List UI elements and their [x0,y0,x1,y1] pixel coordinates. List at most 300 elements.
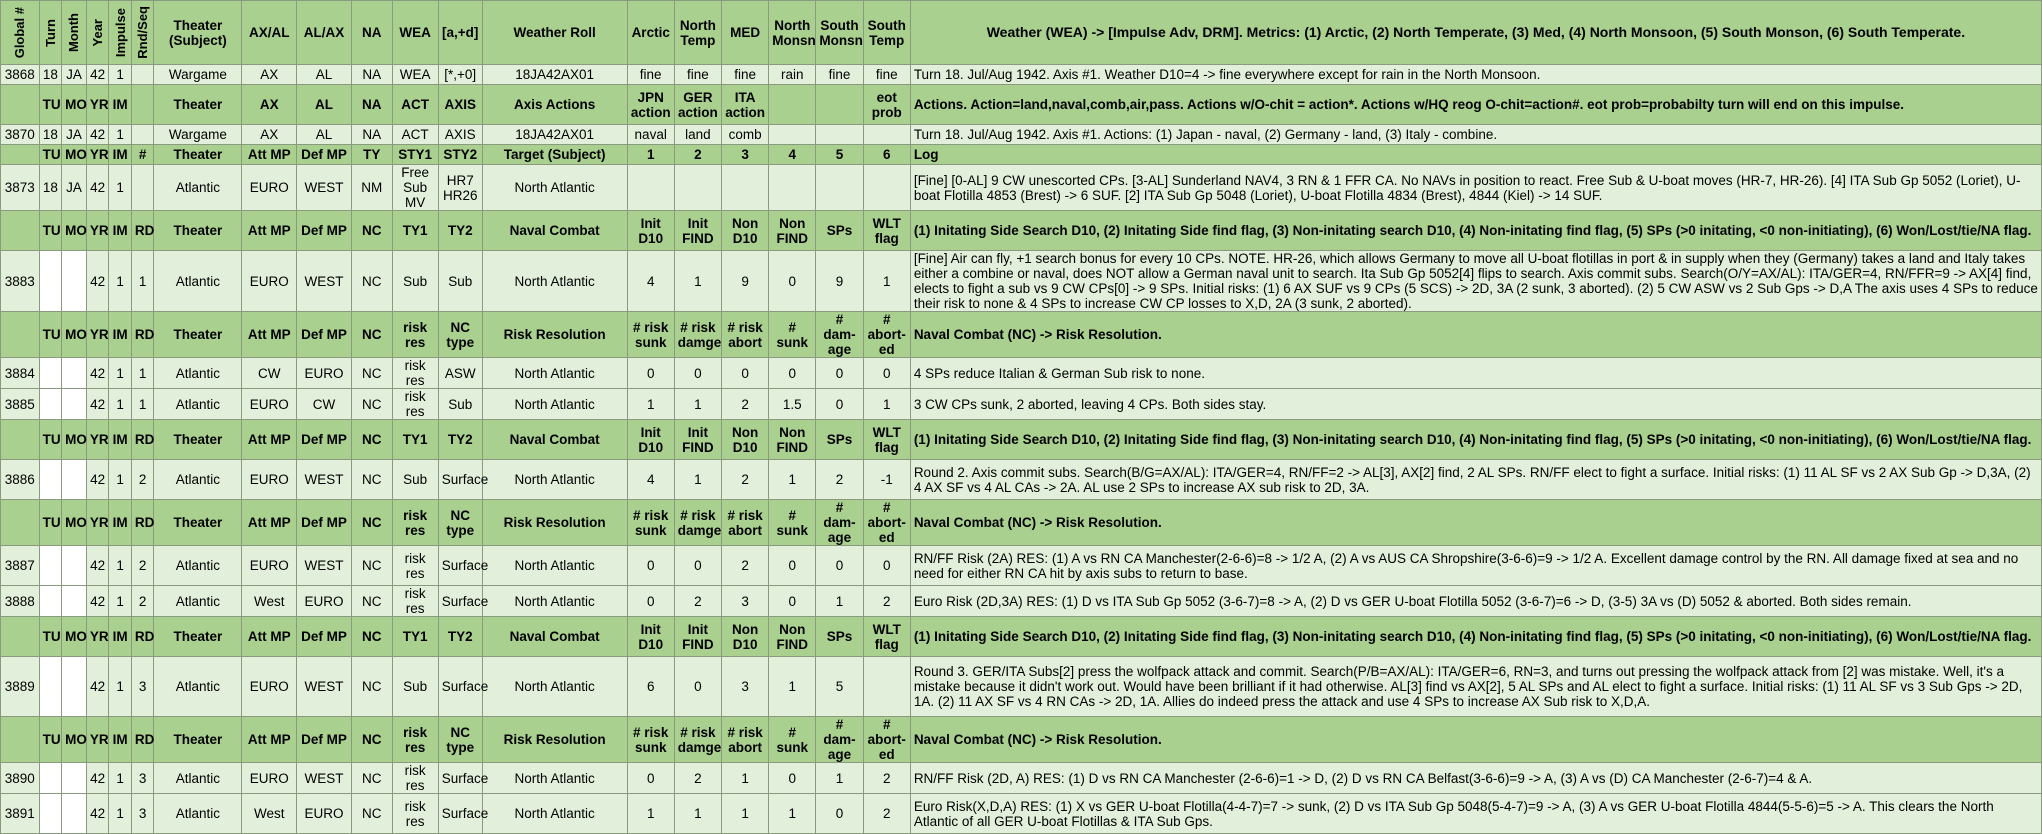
cell[interactable] [62,389,87,420]
log-cell[interactable]: Naval Combat (NC) -> Risk Resolution. [910,500,2041,546]
cell[interactable]: Sub [438,389,482,420]
cell[interactable]: WEST [297,251,352,312]
cell[interactable]: 42 [86,763,109,794]
cell[interactable]: 1 [674,389,721,420]
cell[interactable]: 2 [674,586,721,617]
cell[interactable]: 1 [674,251,721,312]
cell[interactable]: Theater [154,617,242,657]
cell[interactable]: risk res [392,389,438,420]
cell[interactable]: # abort- ed [863,312,910,358]
cell[interactable] [39,460,62,500]
cell[interactable]: CW [297,389,352,420]
cell[interactable]: Sub [392,657,438,717]
cell[interactable] [769,85,816,125]
cell[interactable]: # risk damge [674,500,721,546]
header-cell[interactable]: Turn [39,1,62,65]
cell[interactable]: Init D10 [627,420,674,460]
cell[interactable]: WLT flag [863,211,910,251]
cell[interactable]: land [674,125,721,145]
cell[interactable]: 5 [816,657,863,717]
cell[interactable]: TU [39,500,62,546]
cell[interactable]: 1 [109,65,132,85]
cell[interactable]: North Atlantic [482,251,627,312]
cell[interactable]: North Atlantic [482,460,627,500]
cell[interactable]: 3 [131,657,154,717]
cell[interactable]: 1 [109,460,132,500]
cell[interactable]: Axis Actions [482,85,627,125]
cell[interactable]: RD [131,717,154,763]
cell[interactable]: MO [62,617,87,657]
cell[interactable] [62,763,87,794]
cell[interactable]: 0 [674,358,721,389]
cell[interactable]: MO [62,145,87,165]
cell[interactable]: NC [351,763,392,794]
cell[interactable]: NC [351,794,392,834]
cell[interactable]: YR [86,717,109,763]
cell[interactable]: Naval Combat [482,211,627,251]
cell[interactable]: TY1 [392,420,438,460]
cell[interactable]: EURO [242,165,297,211]
cell[interactable]: 18JA42AX01 [482,65,627,85]
cell[interactable]: YR [86,312,109,358]
cell[interactable]: # abort- ed [863,717,910,763]
cell[interactable]: risk res [392,546,438,586]
cell[interactable]: NC [351,586,392,617]
cell[interactable]: risk res [392,717,438,763]
cell[interactable] [863,125,910,145]
cell[interactable]: 0 [627,358,674,389]
cell[interactable]: TY2 [438,617,482,657]
cell[interactable]: AL [297,65,352,85]
cell[interactable]: NC type [438,717,482,763]
cell[interactable]: YR [86,145,109,165]
cell[interactable]: Surface [438,546,482,586]
cell[interactable]: # risk sunk [627,717,674,763]
cell[interactable]: Init D10 [627,211,674,251]
cell[interactable]: 2 [816,460,863,500]
cell[interactable]: risk res [392,358,438,389]
cell[interactable]: WEA [392,65,438,85]
cell[interactable]: Def MP [297,420,352,460]
cell[interactable]: Att MP [242,312,297,358]
cell[interactable]: JPN action [627,85,674,125]
cell[interactable]: ACT [392,125,438,145]
cell[interactable]: # risk abort [722,312,769,358]
cell[interactable]: Init D10 [627,617,674,657]
log-cell[interactable]: RN/FF Risk (2A) RES: (1) A vs RN CA Manchester(2-6-6)=8 -> 1/2 A, (2) A vs AUS CA Shropshire(3-6-6)=9 -> 1/2 A. Excellent damage control by the RN. All damage fixed at sea and no need for either RN CA hit by axis subs to return to base. [910,546,2041,586]
header-cell[interactable]: MED [722,1,769,65]
cell[interactable]: JA [62,65,87,85]
cell[interactable]: 0 [816,389,863,420]
cell[interactable]: 42 [86,125,109,145]
cell[interactable]: 1 [722,794,769,834]
cell[interactable]: Att MP [242,500,297,546]
cell[interactable]: EURO [242,546,297,586]
cell[interactable]: ASW [438,358,482,389]
cell[interactable]: Risk Resolution [482,500,627,546]
cell[interactable]: 42 [86,586,109,617]
cell[interactable]: SPs [816,211,863,251]
cell[interactable]: TY1 [392,617,438,657]
header-cell[interactable]: Impulse [109,1,132,65]
cell[interactable]: 3890 [1,763,40,794]
cell[interactable]: MO [62,420,87,460]
cell[interactable] [1,85,40,125]
header-cell[interactable]: Arctic [627,1,674,65]
cell[interactable]: risk res [392,763,438,794]
cell[interactable] [39,546,62,586]
cell[interactable]: 3870 [1,125,40,145]
cell[interactable]: 3888 [1,586,40,617]
cell[interactable]: risk res [392,500,438,546]
log-cell[interactable]: [Fine] Air can fly, +1 search bonus for every 10 CPs. NOTE. HR-26, which allows Germany to move all U-boat flotillas in port & in supply when they (Germany) takes a land and Italy takes either a combine or naval, does NOT allow a German naval unit to search. Ita Sub Gp 5052[4] flips to search. Axis commit subs. Search(O/Y=AX/AL): ITA/GER=4, RN/FFR=9 -> AX[4] find, elects to fight a sub vs 9 CW CPs[0] -> 9 SPs. Initial risks: (1) 6 AX SUF vs 9 CPs (5 SCS) -> 2D, 3A (2 sunk, 3 aborted). (2) 5 CW ASW vs 2 Sub Gps -> D,A The axis uses 4 SPs to reduce their risk to none & 4 SPs to increase CW CP losses to X,D, 2A (3 sunk, 2 aborted). [910,251,2041,312]
log-cell[interactable]: (1) Initating Side Search D10, (2) Initating Side find flag, (3) Non-initating search D10, (4) Non-initating find flag, (5) SPs (>0 initating, <0 non-initiating), (6) Won/Lost/tie/NA flag. [910,211,2041,251]
header-cell[interactable]: North Monsn [769,1,816,65]
header-cell[interactable]: Rnd/Seq [131,1,154,65]
cell[interactable] [1,617,40,657]
cell[interactable]: 1 [109,546,132,586]
cell[interactable]: TU [39,211,62,251]
cell[interactable]: NC [351,500,392,546]
cell[interactable]: 42 [86,358,109,389]
cell[interactable]: # risk damge [674,312,721,358]
cell[interactable]: 3 [722,586,769,617]
cell[interactable]: NA [351,125,392,145]
cell[interactable]: NC [351,460,392,500]
cell[interactable]: 3883 [1,251,40,312]
cell[interactable] [1,211,40,251]
cell[interactable]: North Atlantic [482,586,627,617]
cell[interactable]: Risk Resolution [482,312,627,358]
cell[interactable]: 1 [769,794,816,834]
header-cell[interactable]: Year [86,1,109,65]
cell[interactable]: WEST [297,460,352,500]
cell[interactable]: Non FIND [769,617,816,657]
cell[interactable]: North Atlantic [482,546,627,586]
cell[interactable]: GER action [674,85,721,125]
log-cell[interactable]: (1) Initating Side Search D10, (2) Initating Side find flag, (3) Non-initating search D10, (4) Non-initating find flag, (5) SPs (>0 initating, <0 non-initiating), (6) Won/Lost/tie/NA flag. [910,617,2041,657]
cell[interactable]: NA [351,65,392,85]
cell[interactable]: 1 [109,586,132,617]
cell[interactable]: Att MP [242,145,297,165]
cell[interactable]: 3868 [1,65,40,85]
cell[interactable]: 4 [627,460,674,500]
log-cell[interactable]: Euro Risk(X,D,A) RES: (1) X vs GER U-boat Flotilla(4-4-7)=7 -> sunk, (2) D vs ITA Sub Gp 5048(5-4-7)=9 -> A, (3) A vs GER U-boat Flotilla 4844(5-5-6)=5 -> A. This clears the North Atlantic of all GER U-boat Flotillas & ITA Sub Gps. [910,794,2041,834]
cell[interactable] [627,165,674,211]
cell[interactable]: # sunk [769,500,816,546]
header-cell[interactable]: North Temp [674,1,721,65]
cell[interactable] [131,85,154,125]
cell[interactable]: NC [351,546,392,586]
cell[interactable]: 3873 [1,165,40,211]
cell[interactable]: 9 [816,251,863,312]
cell[interactable]: Non FIND [769,420,816,460]
cell[interactable]: 3886 [1,460,40,500]
cell[interactable]: YR [86,617,109,657]
cell[interactable] [62,546,87,586]
cell[interactable]: 1 [863,389,910,420]
cell[interactable]: Atlantic [154,763,242,794]
cell[interactable]: 42 [86,794,109,834]
cell[interactable]: 0 [674,546,721,586]
cell[interactable]: 2 [131,546,154,586]
cell[interactable]: SPs [816,617,863,657]
cell[interactable]: 1 [109,657,132,717]
cell[interactable]: Surface [438,794,482,834]
cell[interactable] [39,657,62,717]
cell[interactable]: Def MP [297,145,352,165]
cell[interactable]: EURO [297,358,352,389]
cell[interactable]: # [131,145,154,165]
cell[interactable]: MO [62,85,87,125]
cell[interactable]: 42 [86,546,109,586]
cell[interactable]: Def MP [297,617,352,657]
cell[interactable]: 2 [863,794,910,834]
cell[interactable]: fine [627,65,674,85]
cell[interactable]: 3887 [1,546,40,586]
cell[interactable]: IM [109,500,132,546]
cell[interactable]: Naval Combat [482,617,627,657]
cell[interactable]: # abort- ed [863,500,910,546]
cell[interactable]: IM [109,312,132,358]
log-cell[interactable]: Turn 18. Jul/Aug 1942. Axis #1. Actions: (1) Japan - naval, (2) Germany - land, (3) Italy - combine. [910,125,2041,145]
cell[interactable]: eot prob [863,85,910,125]
cell[interactable]: MO [62,717,87,763]
cell[interactable]: Sub [438,251,482,312]
cell[interactable]: North Atlantic [482,657,627,717]
cell[interactable]: ITA action [722,85,769,125]
cell[interactable]: # risk abort [722,717,769,763]
header-cell[interactable]: NA [351,1,392,65]
cell[interactable]: 1 [109,358,132,389]
cell[interactable]: [*,+0] [438,65,482,85]
cell[interactable]: North Atlantic [482,794,627,834]
cell[interactable]: 1 [674,460,721,500]
header-cell[interactable]: AL/AX [297,1,352,65]
cell[interactable] [131,125,154,145]
cell[interactable]: Def MP [297,717,352,763]
cell[interactable]: 6 [627,657,674,717]
cell[interactable]: WLT flag [863,420,910,460]
log-cell[interactable]: Log [910,145,2041,165]
cell[interactable]: JA [62,165,87,211]
cell[interactable]: # dam- age [816,500,863,546]
cell[interactable]: Surface [438,586,482,617]
cell[interactable]: NC [351,717,392,763]
cell[interactable]: EURO [242,460,297,500]
cell[interactable]: fine [816,65,863,85]
cell[interactable]: risk res [392,586,438,617]
cell[interactable]: Theater [154,312,242,358]
cell[interactable]: 6 [863,145,910,165]
cell[interactable]: 1 [109,763,132,794]
cell[interactable]: NC [351,312,392,358]
cell[interactable]: 1 [816,763,863,794]
cell[interactable] [39,763,62,794]
cell[interactable]: MO [62,312,87,358]
cell[interactable]: 1 [863,251,910,312]
cell[interactable] [39,358,62,389]
cell[interactable]: 2 [722,389,769,420]
cell[interactable]: JA [62,125,87,145]
cell[interactable] [39,389,62,420]
cell[interactable]: Init FIND [674,211,721,251]
cell[interactable]: AXIS [438,85,482,125]
cell[interactable]: 2 [131,460,154,500]
cell[interactable] [62,794,87,834]
cell[interactable] [39,586,62,617]
cell[interactable]: RD [131,617,154,657]
cell[interactable]: Def MP [297,211,352,251]
cell[interactable]: 1 [109,165,132,211]
cell[interactable]: Atlantic [154,657,242,717]
cell[interactable]: North Atlantic [482,389,627,420]
cell[interactable]: EURO [242,251,297,312]
cell[interactable]: risk res [392,312,438,358]
cell[interactable]: EURO [242,763,297,794]
cell[interactable]: Atlantic [154,794,242,834]
cell[interactable]: 1 [109,251,132,312]
header-cell[interactable]: Theater (Subject) [154,1,242,65]
log-cell[interactable]: Round 2. Axis commit subs. Search(B/G=AX/AL): ITA/GER=4, RN/FF=2 -> AL[3], AX[2] find, 2 AL SPs. RN/FF elect to fight a surface. Initial risks: (1) 11 AL SF vs 2 AX Sub Gp -> D,3A, (2) 4 AX SF vs 4 AL CAs -> 2A. AL use 2 SPs to increase AX sub risk to 2D, 3A. [910,460,2041,500]
log-cell[interactable]: 3 CW CPs sunk, 2 aborted, leaving 4 CPs. Both sides stay. [910,389,2041,420]
cell[interactable]: 42 [86,65,109,85]
cell[interactable]: 2 [674,763,721,794]
cell[interactable]: NM [351,165,392,211]
cell[interactable]: Att MP [242,420,297,460]
cell[interactable]: TY1 [392,211,438,251]
cell[interactable]: YR [86,211,109,251]
cell[interactable] [816,85,863,125]
cell[interactable] [62,358,87,389]
cell[interactable]: NC [351,617,392,657]
cell[interactable]: AL [297,85,352,125]
cell[interactable]: TU [39,717,62,763]
cell[interactable]: Target (Subject) [482,145,627,165]
cell[interactable]: NC [351,389,392,420]
cell[interactable]: 0 [816,358,863,389]
cell[interactable]: Non FIND [769,211,816,251]
cell[interactable]: IM [109,717,132,763]
cell[interactable]: AX [242,125,297,145]
cell[interactable]: NC type [438,312,482,358]
header-cell[interactable]: South Monsn [816,1,863,65]
cell[interactable]: Surface [438,763,482,794]
cell[interactable] [62,586,87,617]
cell[interactable]: Non D10 [722,211,769,251]
cell[interactable]: 0 [769,546,816,586]
cell[interactable]: Free Sub MV [392,165,438,211]
cell[interactable]: 42 [86,251,109,312]
cell[interactable]: YR [86,85,109,125]
cell[interactable]: Atlantic [154,389,242,420]
cell[interactable]: 1 [627,794,674,834]
cell[interactable]: WEST [297,546,352,586]
cell[interactable]: NC [351,358,392,389]
cell[interactable]: 0 [816,794,863,834]
cell[interactable]: 3 [722,145,769,165]
cell[interactable]: 1 [131,389,154,420]
cell[interactable]: Risk Resolution [482,717,627,763]
header-cell[interactable]: Month [62,1,87,65]
cell[interactable]: STY2 [438,145,482,165]
cell[interactable] [62,251,87,312]
cell[interactable]: Naval Combat [482,420,627,460]
cell[interactable]: 2 [674,145,721,165]
cell[interactable]: 4 [627,251,674,312]
cell[interactable]: Non D10 [722,617,769,657]
cell[interactable]: 1 [109,389,132,420]
cell[interactable] [769,165,816,211]
cell[interactable]: # sunk [769,312,816,358]
log-cell[interactable]: Turn 18. Jul/Aug 1942. Axis #1. Weather D10=4 -> fine everywhere except for rain in the North Monsoon. [910,65,2041,85]
cell[interactable]: NC [351,420,392,460]
cell[interactable]: 18 [39,125,62,145]
cell[interactable]: EURO [297,586,352,617]
cell[interactable]: 2 [863,763,910,794]
header-cell[interactable]: WEA [392,1,438,65]
cell[interactable]: 3 [131,794,154,834]
cell[interactable]: RD [131,420,154,460]
cell[interactable]: # risk sunk [627,312,674,358]
cell[interactable]: NC [351,211,392,251]
cell[interactable]: AL [297,125,352,145]
cell[interactable] [62,460,87,500]
cell[interactable]: 2 [722,546,769,586]
cell[interactable]: IM [109,617,132,657]
log-cell[interactable]: (1) Initating Side Search D10, (2) Initating Side find flag, (3) Non-initating search D10, (4) Non-initating find flag, (5) SPs (>0 initating, <0 non-initiating), (6) Won/Lost/tie/NA flag. [910,420,2041,460]
cell[interactable]: CW [242,358,297,389]
cell[interactable]: TU [39,145,62,165]
cell[interactable]: NC [351,657,392,717]
cell[interactable]: 1 [109,794,132,834]
cell[interactable]: comb [722,125,769,145]
cell[interactable]: IM [109,420,132,460]
cell[interactable] [1,312,40,358]
cell[interactable]: TY2 [438,420,482,460]
log-cell[interactable]: 4 SPs reduce Italian & German Sub risk to none. [910,358,2041,389]
cell[interactable]: Surface [438,657,482,717]
cell[interactable] [39,251,62,312]
cell[interactable] [674,165,721,211]
cell[interactable]: TY [351,145,392,165]
cell[interactable]: rain [769,65,816,85]
log-cell[interactable]: Round 3. GER/ITA Subs[2] press the wolfpack attack and commit. Search(P/B=AX/AL): ITA/GER=6, RN=3, and turns out pressing the wolfpack attack from [2] was mistake. Well, it's a mistake because it didn't work out. Would have been brilliant if it had otherwise. AL[3] find vs AX[2], 5 AL SPs and AL elect to fight a surface. Initial risks: (1) 11 AL SF vs 3 Sub Gps -> 2D, 1A. (2) 11 AX SF vs 4 RN CAs -> 2D, 1A. Allies do indeed press the attack and use 4 SPs to increase AX Sub risk to X,D,A. [910,657,2041,717]
cell[interactable]: 1 [674,794,721,834]
cell[interactable] [863,165,910,211]
cell[interactable]: Def MP [297,500,352,546]
cell[interactable]: # risk sunk [627,500,674,546]
cell[interactable]: 2 [863,586,910,617]
cell[interactable]: West [242,794,297,834]
cell[interactable]: 3 [131,763,154,794]
cell[interactable]: WEST [297,763,352,794]
cell[interactable]: 3 [722,657,769,717]
cell[interactable]: WEST [297,165,352,211]
log-cell[interactable]: Actions. Action=land,naval,comb,air,pass. Actions w/O-chit = action*. Actions w/HQ reog O-chit=action#. eot prob=probabilty turn will end on this impulse. [910,85,2041,125]
cell[interactable]: 1 [109,125,132,145]
cell[interactable]: 18JA42AX01 [482,125,627,145]
header-cell[interactable]: Global # [1,1,40,65]
cell[interactable]: STY1 [392,145,438,165]
cell[interactable]: TU [39,420,62,460]
cell[interactable] [131,65,154,85]
cell[interactable]: MO [62,211,87,251]
cell[interactable]: West [242,586,297,617]
cell[interactable]: -1 [863,460,910,500]
cell[interactable]: risk res [392,794,438,834]
cell[interactable]: 42 [86,165,109,211]
